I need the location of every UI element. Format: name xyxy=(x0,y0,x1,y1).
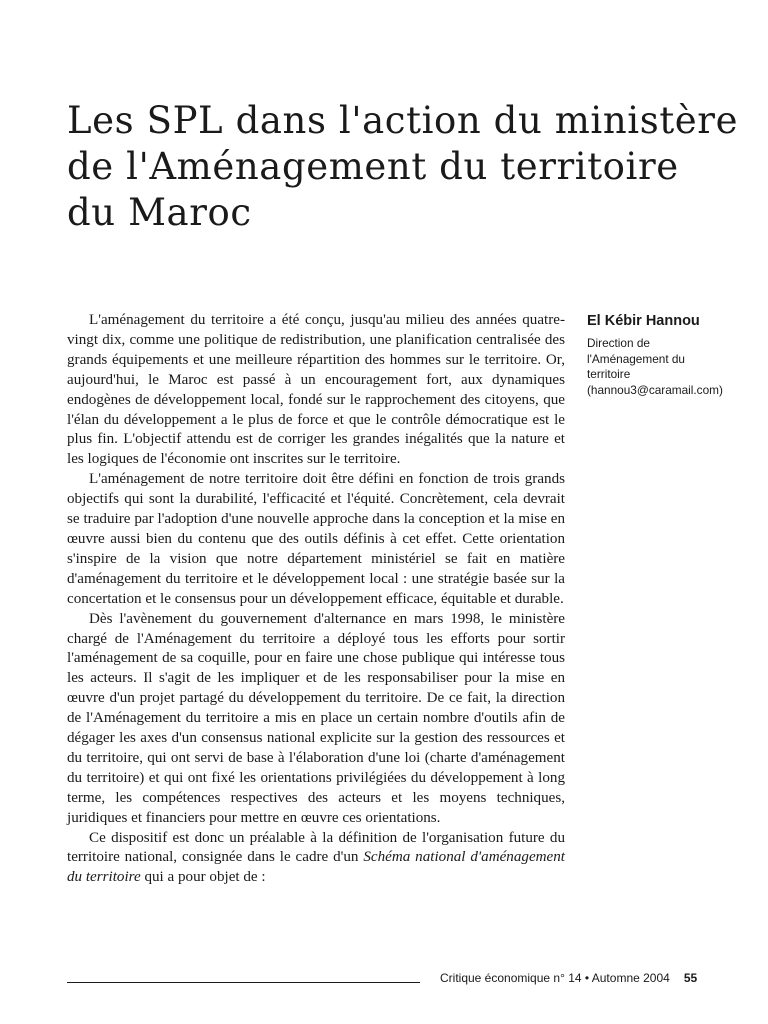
author-affiliation xyxy=(587,336,757,398)
author-email: (hannou3@caramail.com) xyxy=(587,382,723,397)
page-footer xyxy=(440,970,697,986)
title-line: du Maroc xyxy=(67,191,252,234)
title-line: de l'Aménagement du territoire xyxy=(67,145,679,188)
paragraph: L'aménagement du territoire a été conçu, jusqu'au milieu des années quatre-vingt dix, comme une politique de redistribution, une planification centralisée des grands équipements et une meilleure répartition des hommes sur le territoire. Or, aujourd'hui, le Maroc est passé à un encouragement fort, aux dynamiques endogènes de développement local, fondé sur le rapprochement des citoyens, que l'élan du développement a le plus de force et que le contrôle démocratique est le plus fin. L'objectif attendu est de corriger les grandes inégalités que la nature et les logiques de l'économie ont inscrites sur le territoire. xyxy=(67,312,565,468)
author-sidebar xyxy=(587,311,757,398)
article-body xyxy=(67,311,565,888)
article-title xyxy=(67,98,739,236)
footer-rule xyxy=(67,982,420,983)
emphasized-title: Schéma national d'aménagement du territoire xyxy=(67,849,565,886)
title-line: Les SPL dans l'action du ministère xyxy=(67,99,739,142)
paragraph xyxy=(67,829,565,889)
affiliation-line: Direction de xyxy=(587,336,650,350)
journal-info: Critique économique n° 14 • Automne 2004 xyxy=(440,971,670,985)
paragraph-text-end: qui a pour objet de : xyxy=(144,869,266,886)
affiliation-line: territoire xyxy=(587,367,631,381)
paragraph-text: Ce dispositif est donc un préalable à la définition de l'organisation future du territoire national, consignée dans le cadre d'un xyxy=(67,829,565,866)
paragraph: L'aménagement de notre territoire doit être défini en fonction de trois grands objectifs qui sont la durabilité, l'efficacité et l'équité. Concrètement, cela devrait se traduire par l'adoption d'une nouvelle approche dans la conception et la mise en œuvre aussi bien du contenu que des outils définis à cet effet. Cette orientation s'inspire de la vision que notre département ministériel se fait en matière d'aménagement du territoire et le développement local : une stratégie basée sur la concertation et le consensus pour un développement efficace, équitable et durable. xyxy=(67,471,565,607)
affiliation-line: l'Aménagement du xyxy=(587,351,685,366)
page-number: 55 xyxy=(683,971,698,985)
author-name: El Kébir Hannou xyxy=(587,313,700,329)
paragraph: Dès l'avènement du gouvernement d'alternance en mars 1998, le ministère chargé de l'Aménagement du territoire a déployé tous les efforts pour sortir l'aménagement de sa coquille, pour en faire une chose publique qui intéresse tous les acteurs. Il s'agit de les impliquer et de les responsabiliser pour la mise en œuvre d'un projet partagé du développement du territoire. De ce fait, la direction de l'Aménagement du territoire a mis en place un certain nombre d'outils afin de dégager les axes d'un consensus national explicite sur la gestion des ressources et du territoire, qui ont servi de base à l'élaboration d'une loi (charte d'aménagement du territoire) et qui ont fixé les orientations privilégiées du développement à long terme, les compétences respectives des acteurs et les moyens techniques, juridiques et financiers pour mettre en œuvre ces orientations. xyxy=(67,610,565,826)
